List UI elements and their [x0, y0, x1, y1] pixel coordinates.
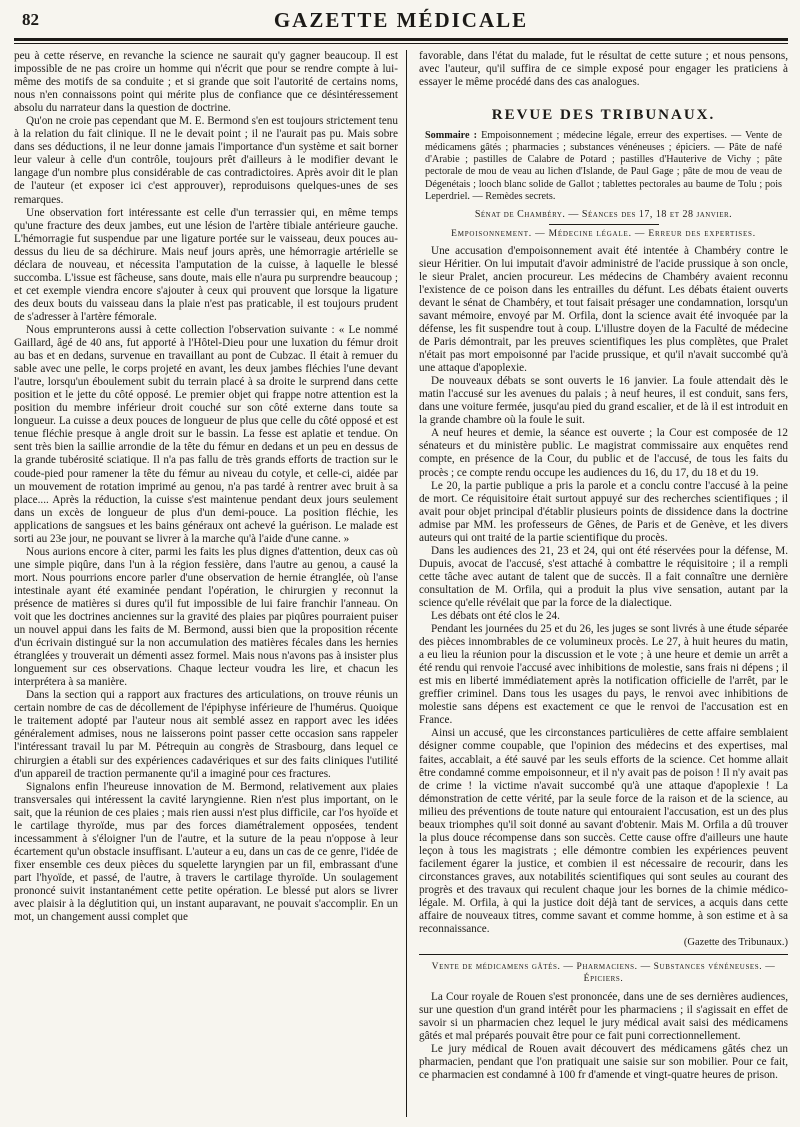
left-paragraph-2: Qu'on ne croie pas cependant que M. E. Bermond s'en est toujours strictement tenu à la relation du fait clinique. Il ne le devait point ; il ne l'aurait pas pu. Mais sobre dans ses déductions, il ne leur donne jamais l'importance d'un système et sait borner leur valeur à celle d'un contrôle, toujours prêt d'ailleurs à le modifier devant le langage d'un nombre plus considérable de cas contradictoires. Après avoir dit le plan de l'auteur (et exposer ici c'est approuver), reproduisons quelques-unes de ses remarques. — [14, 115, 398, 206]
right-paragraph-2: De nouveaux débats se sont ouverts le 16 janvier. La foule attendait dès le matin l'accusé sur les avenues du palais ; à neuf heures, il est conduit, sans fers, dans une voiture fermée, jusqu'au pied du grand escalier, et de là il est introduit en la grande chambre où la foule le suit. — [419, 375, 788, 427]
section-title: REVUE DES TRIBUNAUX. — [491, 107, 716, 124]
right-intro-paragraph: favorable, dans l'état du malade, fut le résultat de cette suture ; et nous pensons, avec l'auteur, qu'il suffira de ce simple exposé pour engager les praticiens à essayer le même procédé dans des cas analogues. — [419, 50, 788, 89]
left-paragraph-4: Nous emprunterons aussi à cette collection l'observation suivante : « Le nommé Gaillard, âgé de 40 ans, fut apporté à l'Hôtel-Dieu pour une luxation du fémur droit au bas et en dedans, survenue en travaillant au pont de Cubzac. Il était à remuer du sable avec une pelle, le corps projeté en avant, les deux jambes fléchies l'une devant l'autre, lorsqu'un éboulement subit du terrain placé à sa droite le surprend dans cette position et le jette du côté opposé. Le premier objet qui frappe notre attention est la position du membre inférieur droit couché sur son côté externe dans toute sa longueur. La cuisse a deux pouces de longueur de plus que celle du côté opposé et est tenue fléchie presque à angle droit sur le bassin. La fesse est aplatie et tendue. On sent très bien la saillie arrondie de la tête du fémur en dedans et un peu en dessus de la grande tubérosité sciatique. Il n'a pas fallu de très grands efforts de traction sur le coude-pied pour ramener la tête du fémur au niveau du cotyle, et celle-ci, aidée par un mouvement de rotation imprimé au genou, n'a pas tardé à rentrer avec bruit à sa place.... Après la réduction, la cuisse s'est maintenue pendant deux jours seulement dans un excès de longueur de plus d'un demi-pouce. La position fléchie, les applications de sangsues et les bains généraux ont achevé la guérison. Le malade est sorti au 23e jour, ne pouvant se livrer à la marche qu'à l'aide d'une canne. » — [14, 323, 398, 545]
right-paragraph-3: A neuf heures et demie, la séance est ouverte ; la Cour est composée de 12 sénateurs et du ministère public. Le magistrat commissaire aux enquêtes rend compte, en présence de la Cour, du public et de l'accusé, de tous les faits du procès ; ce compte rendu occupe les audiences du 16, du 17, du 18 et du 19. — [419, 427, 788, 479]
short-rule-1 — [549, 224, 659, 225]
case-subheading-2: Vente de médicamens gâtés. — Pharmaciens. — Substances vénéneuses. — Épiciers. — [431, 962, 776, 985]
page-header — [14, 6, 788, 40]
left-paragraph-6: Dans la section qui a rapport aux fractures des articulations, on trouve réunis un certain nombre de cas de décollement de l'épiphyse inférieure de l'humérus. Quoique le traitement adopté par l'auteur nous ait semblé assez en rapport avec les idées généralement admises, nous ne laisserons point passer cette occasion sans rappeler l'intéressant travail lu par M. Pétrequin au congrès de Strasbourg, dans lequel ce chirurgien a établi sur des expériences cadavériques et sur des faits cliniques l'utilité d'un appareil de traction permanente qu'il a imaginé pour ces fractures. — [14, 689, 398, 780]
header-rule-thick — [14, 38, 788, 41]
right-column — [407, 50, 788, 1117]
right-paragraph-4: Le 20, la partie publique a pris la parole et a conclu contre l'accusé à la peine de mort. Ce réquisitoire était surtout appuyé sur des recherches scientifiques ; il avait pour objet principal d'établir plusieurs points de dissidence dans la doctrine admise par MM. les professeurs de Gênes, de Paris et de Genève, et les divers auteurs qui ont traité de la partie scientifique du procès. — [419, 479, 788, 544]
left-paragraph-3: Une observation fort intéressante est celle d'un terrassier qui, en même temps qu'une fracture des deux jambes, eut une lésion de l'artère tibiale antérieure gauche. L'hémorragie fut suspendue par une ligature portée sur le vaisseau, deux pouces au-dessus du lieu de sa déchirure. Mais neuf jours après, une hémorragie artérielle se déclara de nouveau, et nécessita l'amputation de la cuisse, à laquelle le blessé succomba. L'issue est fâcheuse, sans doute, mais elle n'aura pu surprendre beaucoup ; et cet exemple viendra encore s'ajouter à ceux qui prouvent que lorsque la ligature des deux bouts du vaisseau dans la plaie n'est pas praticable, il est toujours prudent de s'adresser à l'artère fémorale. — [14, 206, 398, 323]
text-columns — [14, 50, 788, 1117]
header-rule-thin — [14, 43, 788, 44]
sommaire — [425, 130, 782, 203]
sommaire-label: Sommaire : — [425, 130, 478, 142]
sommaire-text: Empoisonnement ; médecine légale, erreur des expertises. — Vente de médicamens gâtés ; pharmacies ; substances vénéneuses ; épiciers. — Pâte de nafé d'Arabie ; pastilles de Calabre de Potard ; pastilles d'Hauterive de Vichy ; pâte pectorale de mou de veau au lichen d'Islande, de Paul Gage ; pâte de mou de veau de Dégenétais ; looch blanc solide de Gallot ; tablettes pectorales au baume de Tolu ; pois Leperdriel. — Remèdes secrets. — [425, 130, 782, 202]
right-paragraph-9: La Cour royale de Rouen s'est prononcée, dans une de ses dernières audiences, sur une question d'un grand intérêt pour les pharmaciens ; il s'agissait en effet de savoir si un pharmacien chez lequel le jury médical avait saisi des médicamens gâtés et mal préparés pouvait être pour ce fait puni correctionnellement. — [419, 991, 788, 1043]
left-paragraph-5: Nous aurions encore à citer, parmi les faits les plus dignes d'attention, deux cas où une simple piqûre, dans l'un à la région fessière, dans l'autre au genou, a causé la mort. Nous pourrions encore parler d'une observation de hernie étranglée, où l'anse intestinale ayant été examinée pendant l'opération, le chirurgien y reconnut la présence de matières si dures qu'il fut impossible de lui faire franchir l'anneau. On voit que les doctrines anciennes sur la gravité des plaies par piqûres pourraient puiser un nouvel appui dans les faits de M. Bermond, aussi bien que la proposition récente d'un écrivain distingué sur la non accumulation des matières fécales dans les hernies étranglées y trouverait un démenti assez formel. Mais nous n'avons pas à insister plus longuement sur ces observations. Chaque lecteur voudra les lire, et chacun les interprétera à sa manière. — [14, 545, 398, 689]
left-paragraph-1: peu à cette réserve, en revanche la science ne saurait qu'y gagner beaucoup. Il est impossible de ne pas croire un homme qui n'écrit que pour se rendre compte à lui-même des motifs de sa conduite ; et si grande que soit l'autorité de certains noms, nous n'en connaissons point qui mérite plus de confiance que ce désintéressement absolu du narrateur dans la question de doctrine. — [14, 50, 398, 115]
left-paragraph-7: Signalons enfin l'heureuse innovation de M. Bermond, relativement aux plaies transversales qui intéressent la cavité laryngienne. Rien n'est plus important, on le sait, que la réunion de ces plaies ; mais rien aussi n'est plus difficile, car l'os hyoïde et le cartilage thyroïde, mus par des forces diamétralement opposées, tendent incessamment à s'éloigner l'un de l'autre, et la suture de la peau n'oppose à leur écartement qu'un obstacle insuffisant. L'auteur a eu, dans un cas de ce genre, l'idée de fixer ensemble ces deux pièces du squelette laryngien par un fil, embrassant d'une part l'hyoïde, et passé, de l'autre, à travers le cartilage thyroïde. Un soulagement prononcé suivit instantanément cette petite opération. Le blessé put alors se livrer avec plaisir à la déglutition qui, un instant auparavant, ne pouvait s'accomplir. En un mot, un changement aussi complet que — [14, 780, 398, 924]
case-subheading: Empoisonnement. — Médecine légale. — Erreur des expertises. — [451, 228, 756, 239]
page-number: 82 — [22, 10, 39, 29]
court-session-line: Sénat de Chambéry. — Séances des 17, 18 et 28 janvier. — [474, 208, 733, 220]
right-paragraph-7: Pendant les journées du 25 et du 26, les juges se sont livrés à une étude séparée des pièces innombrables de ce volumineux procès. Le 27, à huit heures du matin, a eu lieu la réunion pour la discussion et le vote ; à une heure et demie un arrêt a été rendu qui renvoie l'accusé avec inhibitions de molestie, sans frais ni dépens ; il est mis en liberté immédiatement après la notification officielle de l'arrêt, par le greffier criminel. Dans tous les usages du pays, le renvoi avec inhibitions de molestie sans dépens est exactement ce que le renvoi de l'accusation est en France. — [419, 623, 788, 727]
right-paragraph-8: Ainsi un accusé, que les circonstances particulières de cette affaire semblaient désigner comme coupable, que l'opinion des médecins et des expertises, mal faites, accablait, a été sauvé par les seuls efforts de la science. Cet homme allait être condamné comme empoisonneur, et il n'y avait pas de poison ! Il n'y avait pas de crime ! la victime n'avait succombé qu'à une attaque d'apoplexie ! La démonstration de cette vérité, par la seule force de la raison et de la science, au milieu des préventions de toute nature qui entouraient l'accusation, est un des plus beaux triomphes qu'il soit donné au savant d'obtenir. Mais M. Orfila a dû trouver la plus douce récompense dans son succès. Cette cause offre d'ailleurs une haute leçon à tous les magistrats ; elle démontre combien les expériences peuvent facilement égarer la justice, et combien il est nécessaire de recourir, dans les circonstances graves, aux notabilités scientifiques qui sont seules au courant des progrès et des travaux qui reculent chaque jour les bornes de la chimie médico-légale. M. Orfila, à qui la justice doit déjà tant de services, a acquis dans cette affaire de nouveaux titres, comme savant et comme homme, à son estime et à sa reconnaissance. — [419, 727, 788, 936]
right-paragraph-1: Une accusation d'empoisonnement avait été intentée à Chambéry contre le sieur Héritier. On lui imputait d'avoir administré de l'acide prussique à son oncle, le sieur Pralet, ancien procureur. Les médecins de Chambéry avaient reconnu l'existence de ce poison dans les entrailles du défunt. Les débats étaient ouverts devant le sénat de Chambéry, et tout faisait présager une condamnation, lorsqu'un savant mémoire, envoyé par M. Orfila, dont la science avait été invoquée par la défense, les fit suspendre tout à coup. L'illustre doyen de la Faculté de médecine de Paris démontrait, par les preuves scientifiques les plus complètes, que Pralet n'était pas mort empoisonné par l'acide prussique, et qu'il n'avait succombé qu'à une attaque d'apoplexie. — [419, 244, 788, 375]
right-paragraph-10: Le jury médical de Rouen avait découvert des médicamens gâtés chez un pharmacien, pendant que l'on pratiquait une saisie sur son mobilier. Pour ce fait, ce pharmacien est condamné à 100 fr d'amende et vingt-quatre heures de prison. — [419, 1043, 788, 1082]
right-paragraph-6: Les débats ont été clos le 24. — [431, 610, 560, 623]
section-separator — [419, 954, 788, 955]
source-citation: (Gazette des Tribunaux.) — [683, 937, 788, 949]
journal-title: GAZETTE MÉDICALE — [273, 8, 529, 32]
left-column — [14, 50, 406, 1117]
right-paragraph-5: Dans les audiences des 21, 23 et 24, qui ont été réservées pour la défense, M. Dupuis, avocat de l'accusé, s'est attaché à combattre le réquisitoire ; il a rempli cette tâche avec autant de talent que de succès. Il a fait connaître une dernière consultation de M. Orfila, qui a produit la plus vive sensation, autant par la science qu'elle révélait que par la force de la dialectique. — [419, 544, 788, 609]
